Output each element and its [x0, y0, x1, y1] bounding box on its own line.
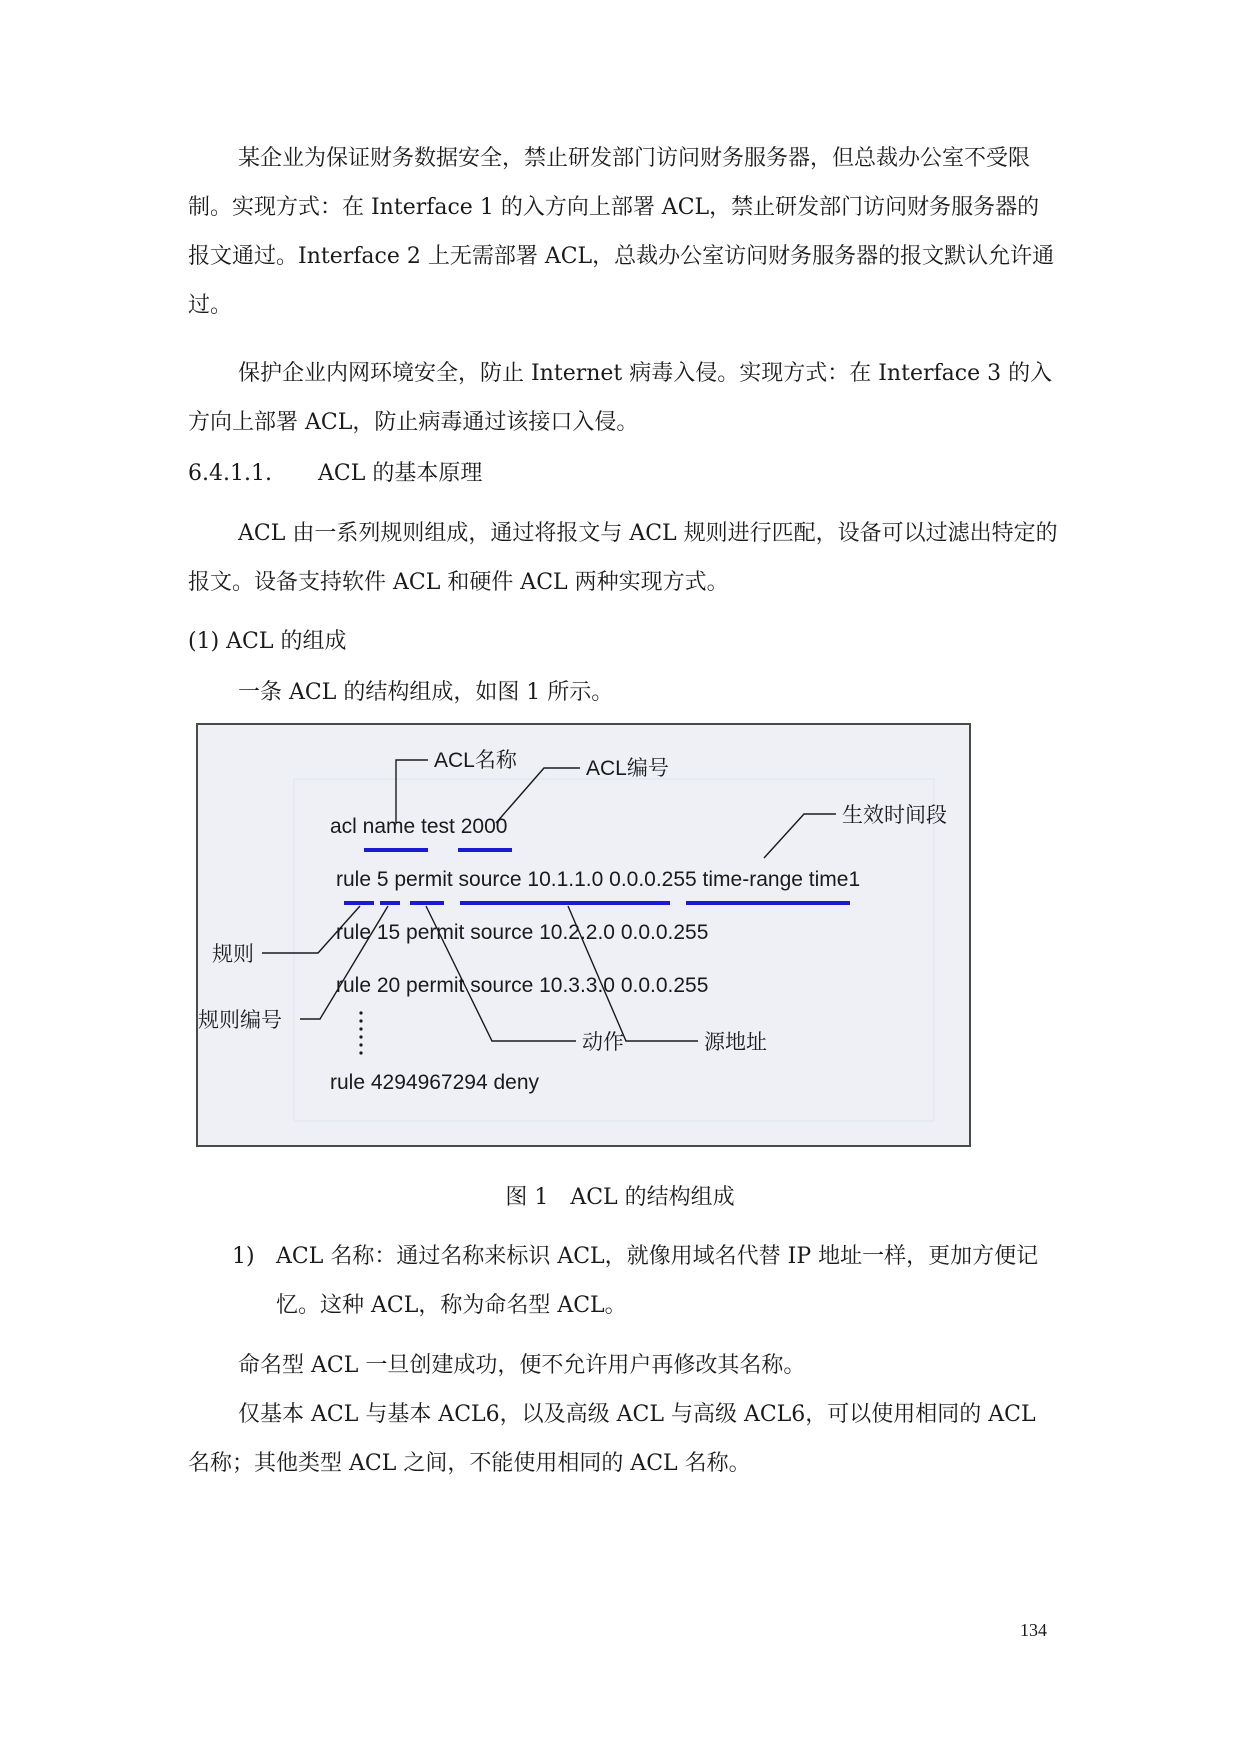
- label-time-range: 生效时间段: [842, 804, 947, 827]
- label-rule: 规则: [212, 943, 254, 966]
- code-line-rule-deny: rule 4294967294 deny: [330, 1071, 540, 1094]
- page-number: 134: [1020, 1620, 1047, 1640]
- label-source: 源地址: [704, 1031, 767, 1054]
- paragraph-internet-virus: 保护企业内网环境安全，防止 Internet 病毒入侵。实现方式：在 Interface 3 的入方向上部署 ACL，防止病毒通过该接口入侵。: [188, 361, 1053, 435]
- section-title: ACL 的基本原理: [318, 461, 483, 486]
- code-line-acl-name: acl name test 2000: [330, 815, 508, 838]
- subheading-acl-composition: (1) ACL 的组成: [188, 629, 347, 654]
- code-line-rule-15: rule 15 permit source 10.2.2.0 0.0.0.255: [336, 921, 709, 944]
- label-rule-number: 规则编号: [198, 1009, 282, 1032]
- list-item-text: ACL 名称：通过名称来标识 ACL，就像用域名代替 IP 地址一样，更加方便记忆。这种 ACL，称为命名型 ACL。: [276, 1244, 1039, 1318]
- note-same-name: 仅基本 ACL 与基本 ACL6，以及高级 ACL 与高级 ACL6，可以使用相同的 ACL 名称；其他类型 ACL 之间，不能使用相同的 ACL 名称。: [188, 1402, 1036, 1476]
- acl-structure-diagram: [196, 723, 971, 1147]
- paragraph-acl-intro: ACL 由一系列规则组成，通过将报文与 ACL 规则进行匹配，设备可以过滤出特定的报文。设备支持软件 ACL 和硬件 ACL 两种实现方式。: [188, 521, 1058, 595]
- note-named-acl: 命名型 ACL 一旦创建成功，便不允许用户再修改其名称。: [238, 1353, 806, 1378]
- code-line-rule-5: rule 5 permit source 10.1.1.0 0.0.0.255 time-range time1: [336, 868, 861, 891]
- figure-caption: [0, 1180, 1240, 1211]
- paragraph-figure-intro: 一条 ACL 的结构组成，如图 1 所示。: [238, 680, 614, 705]
- caption-title: ACL 的结构组成: [570, 1185, 735, 1210]
- section-number: 6.4.1.1.: [188, 461, 272, 486]
- label-acl-number: ACL编号: [586, 757, 669, 780]
- list-item-acl-name: [232, 1232, 1060, 1330]
- label-acl-name: ACL名称: [434, 749, 517, 772]
- section-heading: [188, 459, 482, 489]
- label-action: 动作: [582, 1031, 624, 1054]
- list-marker: 1): [232, 1244, 255, 1269]
- acl-structure-figure: [196, 723, 971, 1147]
- code-line-rule-20: rule 20 permit source 10.3.3.0 0.0.0.255: [336, 974, 709, 997]
- paragraph-finance-server: 某企业为保证财务数据安全，禁止研发部门访问财务服务器，但总裁办公室不受限制。实现方式：在 Interface 1 的入方向上部署 ACL，禁止研发部门访问财务服务器的报文通过。Interface 2 上无需部署 ACL，总裁办公室访问财务服务器的报文默认允许通过。: [188, 146, 1055, 318]
- caption-label: 图 1: [505, 1185, 549, 1210]
